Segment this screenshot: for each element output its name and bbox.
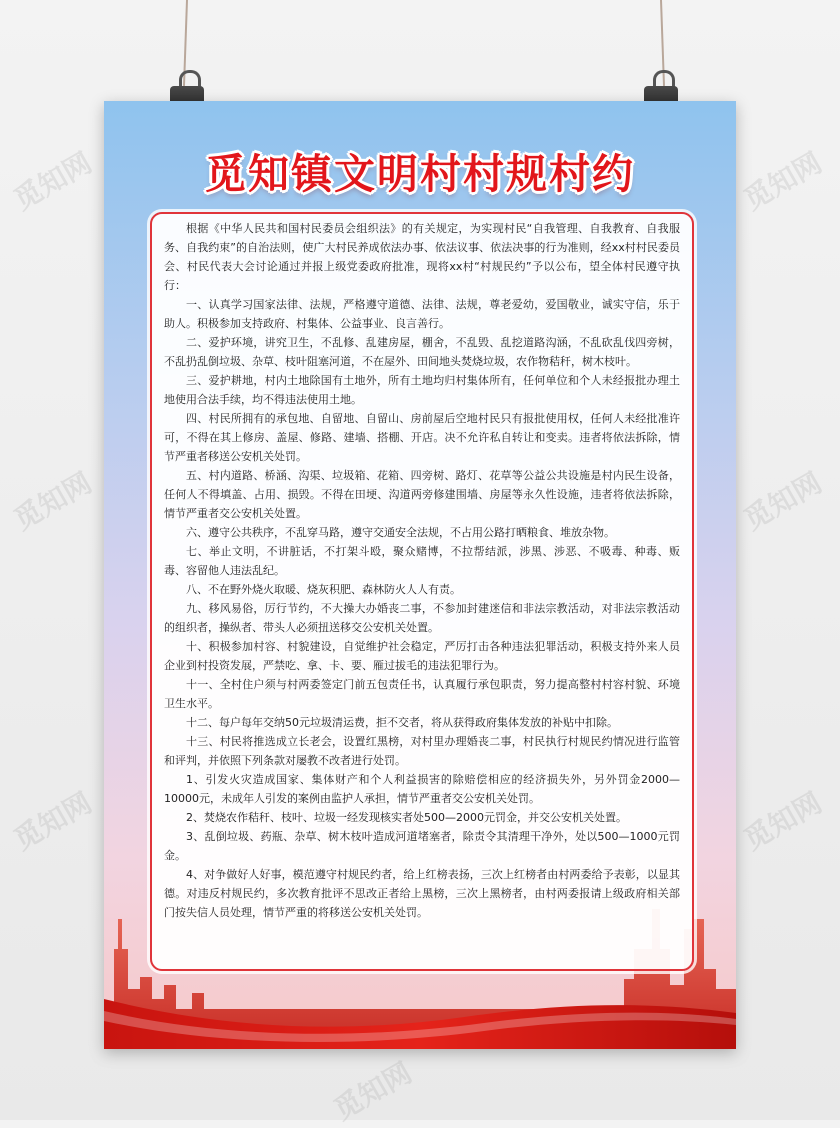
watermark: 觅知网 (8, 466, 98, 537)
poster (104, 101, 736, 1049)
watermark: 觅知网 (738, 466, 828, 537)
article-paragraph: 五、村内道路、桥涵、沟渠、垃圾箱、花箱、四旁树、路灯、花草等公益公共设施是村内民生设备，任何人不得填盖、占用、损毁。不得在田埂、沟道两旁修建围墙、房屋等永久性设施，违者将依法拆除，情节严重者交公安机关处置。 (164, 469, 680, 520)
article-paragraph: 二、爱护环境，讲究卫生，不乱修、乱建房屋，棚舍，不乱毁、乱挖道路沟涵，不乱砍乱伐四旁树，不乱扔乱倒垃圾、杂草、枝叶阻塞河道，不在屋外、田间地头焚烧垃圾，农作物秸秆，树木枝叶。 (164, 336, 680, 368)
regulations-card (150, 212, 694, 971)
article-paragraph: 十三、村民将推选成立长老会，设置红黑榜，对村里办理婚丧二事，村民执行村规民约情况进行监管和评判，并依照下列条款对屡教不改者进行处罚。 (164, 735, 680, 767)
article-paragraph: 三、爱护耕地，村内土地除国有土地外，所有土地均归村集体所有，任何单位和个人未经报批办理土地使用合法手续，均不得违法使用土地。 (164, 374, 680, 406)
watermark: 觅知网 (8, 786, 98, 857)
watermark: 觅知网 (738, 146, 828, 217)
article-paragraph: 十二、每户每年交纳50元垃圾清运费，拒不交者，将从获得政府集体发放的补贴中扣除。 (186, 716, 618, 729)
watermark: 觅知网 (8, 146, 98, 217)
penalty-paragraph: 3、乱倒垃圾、药瓶、杂草、树木枝叶造成河道堵塞者，除责令其清理干净外，处以500—1000元罚金。 (164, 830, 680, 862)
article-paragraph: 一、认真学习国家法律、法规，严格遵守道德、法律、法规，尊老爱幼，爱国敬业，诚实守信，乐于助人。积极参加支持政府、村集体、公益事业、良言善行。 (164, 298, 680, 330)
poster-title: 觅知镇文明村村规村约 (205, 150, 635, 198)
watermark: 觅知网 (328, 1056, 418, 1127)
watermark: 觅知网 (738, 786, 828, 857)
article-paragraph: 六、遵守公共秩序，不乱穿马路，遵守交通安全法规，不占用公路打晒粮食、堆放杂物。 (186, 526, 615, 539)
penalty-paragraph: 2、焚烧农作秸秆、枝叶、垃圾一经发现核实者处500—2000元罚金，并交公安机关处置。 (186, 811, 627, 824)
penalty-paragraph: 1、引发火灾造成国家、集体财产和个人利益损害的除赔偿相应的经济损失外，另外罚金2000—10000元，未成年人引发的案例由监护人承担，情节严重者交公安机关处罚。 (164, 773, 680, 805)
article-paragraph: 四、村民所拥有的承包地、自留地、自留山、房前屋后空地村民只有报批使用权，任何人未经批准许可，不得在其上修房、盖屋、修路、建墙、搭棚、开店。决不允许私自转让和变卖。违者将依法拆除，情节严重者移送公安机关处罚。 (164, 412, 680, 463)
regulations-text (164, 219, 680, 922)
article-paragraph: 十、积极参加村容、村貌建设，自觉维护社会稳定，严厉打击各种违法犯罪活动，积极支持外来人员企业到村投资发展，严禁吃、拿、卡、要、雁过拔毛的违法犯罪行为。 (164, 640, 680, 672)
penalty-paragraph: 4、对争做好人好事，模范遵守村规民约者，给上红榜表扬，三次上红榜者由村两委给予表彰，以显其德。对违反村规民约，多次教育批评不思改正者给上黑榜，三次上黑榜者，由村两委报请上级政府相关部门按失信人员处理，情节严重的将移送公安机关处罚。 (164, 868, 680, 919)
article-paragraph: 九、移风易俗，厉行节约，不大操大办婚丧二事，不参加封建迷信和非法宗教活动，对非法宗教活动的组织者，操纵者、带头人必须扭送移交公安机关处置。 (164, 602, 680, 634)
article-paragraph: 八、不在野外烧火取暖、烧灰积肥、森林防火人人有责。 (186, 583, 461, 596)
preamble-paragraph: 根据《中华人民共和国村民委员会组织法》的有关规定，为实现村民“自我管理、自我教育、自我服务、自我约束”的自治法则，使广大村民养成依法办事、依法议事、依法决事的行为准则，经xx村村民委员会、村民代表大会讨论通过并报上级党委政府批准，现将xx村“村规民约”予以公布，望全体村民遵守执行： (164, 222, 680, 292)
article-paragraph: 七、举止文明，不讲脏话，不打架斗殴，聚众赌博，不拉帮结派，涉黑、涉恶、不吸毒、种毒、贩毒、容留他人违法乱纪。 (164, 545, 680, 577)
article-paragraph: 十一、全村住户须与村两委签定门前五包责任书，认真履行承包职责，努力提高整村村容村貌、环境卫生水平。 (164, 678, 680, 710)
